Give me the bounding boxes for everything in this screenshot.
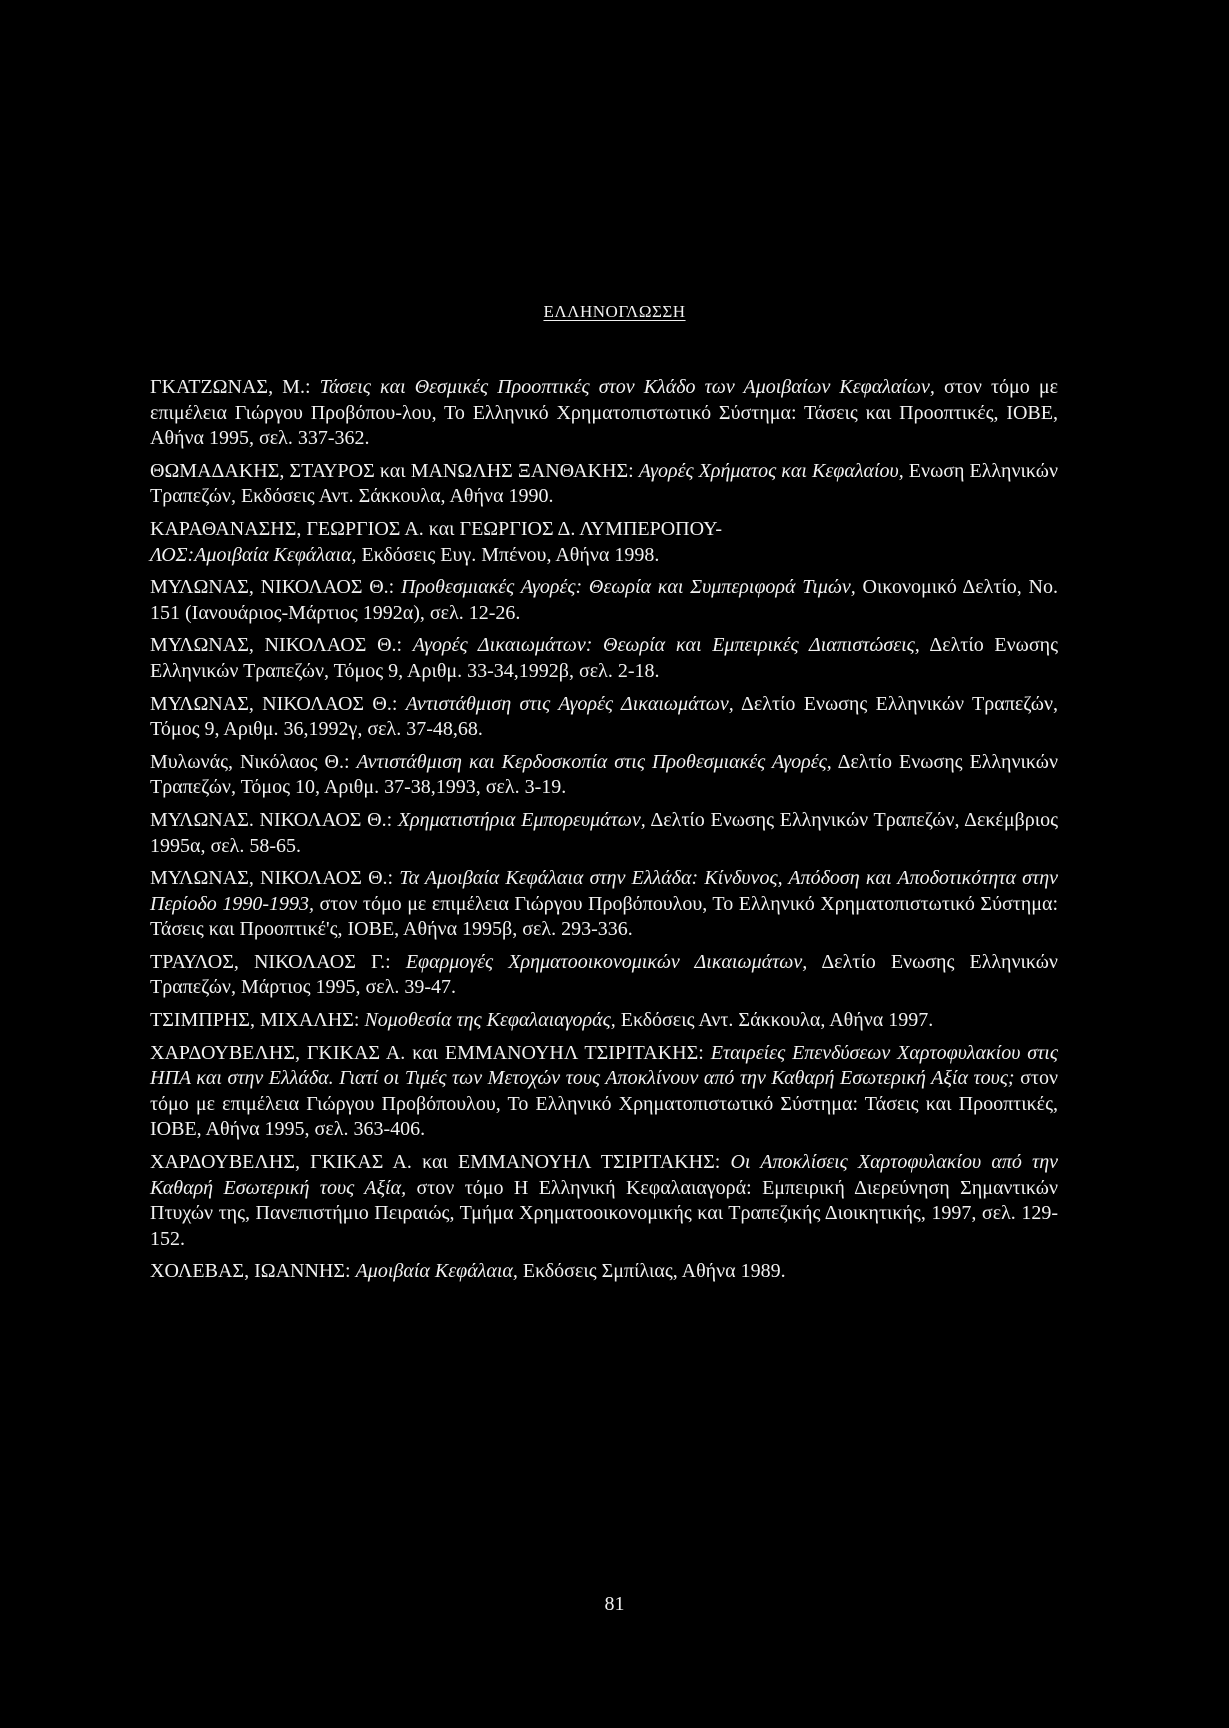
reference-author: ΜΥΛΩΝΑΣ, ΝΙΚΟΛΑΟΣ Θ.: <box>150 692 406 715</box>
reference-details: Εκδόσεις Σμπίλιας, Αθήνα 1989. <box>517 1260 786 1283</box>
reference-author: ΜΥΛΩΝΑΣ, ΝΙΚΟΛΑΟΣ Θ.: <box>150 634 413 657</box>
reference-author: Μυλωνάς, Νικόλαος Θ.: <box>150 750 357 773</box>
reference-entry <box>150 375 1058 452</box>
reference-title: ΛΟΣ:Αμοιβαία Κεφάλαια, <box>150 543 357 566</box>
reference-author: ΧΟΛΕΒΑΣ, ΙΩΑΝΝΗΣ: <box>150 1260 356 1283</box>
reference-title: Αμοιβαία Κεφάλαια, <box>355 1260 518 1283</box>
reference-author: ΤΣΙΜΠΡΗΣ, ΜΙΧΑΛΗΣ: <box>150 1009 365 1032</box>
reference-title: Αντιστάθμιση και Κερδοσκοπία στις Προθεσμιακές Αγορές, <box>356 750 832 773</box>
reference-title: Αντιστάθμιση στις Αγορές Δικαιωμάτων, <box>405 692 734 715</box>
reference-author: ΤΡΑΥΛΟΣ, ΝΙΚΟΛΑΟΣ Γ.: <box>150 950 406 973</box>
reference-title: Εφαρμογές Χρηματοοικονομικών Δικαιωμάτων, <box>405 950 808 973</box>
reference-details: στον τόμο με επιμέλεια Γιώργου Προβόπου-λου, Το Ελληνικό Χρηματοπιστωτικό Σύστημα: Τάσεις και Προοπτικές, ΙΟΒΕ, Αθήνα 1995, σελ. 337-362. <box>150 376 1058 450</box>
reference-entry <box>150 1008 1058 1034</box>
reference-details: Εκδόσεις Αντ. Σάκκουλα, Αθήνα 1997. <box>615 1009 934 1032</box>
reference-details: Δελτίο Ενωσης Ελληνικών Τραπεζών, Τόμος 10, Αριθμ. 37-38,1993, σελ. 3-19. <box>150 750 1058 799</box>
reference-details: Δελτίο Ενωσης Ελληνικών Τραπεζών, Τόμος 9, Αριθμ. 33-34,1992β, σελ. 2-18. <box>150 634 1058 682</box>
reference-entry <box>150 1259 1058 1285</box>
reference-author: ΜΥΛΩΝΑΣ, ΝΙΚΟΛΑΟΣ Θ.: <box>150 576 401 599</box>
reference-title: Νομοθεσία της Κεφαλαιαγοράς, <box>364 1009 616 1032</box>
reference-details: Δελτίο Ενωσης Ελληνικών Τραπεζών, Τόμος 9, Αριθμ. 36,1992γ, σελ. 37-48,68. <box>150 692 1058 741</box>
reference-title: Οι Αποκλίσεις Χαρτοφυλακίου από την Καθαρή Εσωτερική τους Αξία, <box>150 1151 1058 1199</box>
reference-entry <box>150 517 1058 568</box>
reference-entry <box>150 866 1058 943</box>
reference-details: Δελτίο Ενωσης Ελληνικών Τραπεζών, Δεκέμβριος 1995α, σελ. 58-65. <box>150 808 1059 857</box>
page-number: 81 <box>604 1593 625 1615</box>
reference-details: στον τόμο με επιμέλεια Γιώργου Προβόπουλου, Το Ελληνικό Χρηματοπιστωτικό Σύστημα: Τάσεις και Προοπτικέ'ς, ΙΟΒΕ, Αθήνα 1995β, σελ. 293-336. <box>150 892 1059 941</box>
reference-details: Οικονομικό Δελτίο, Νο. 151 (Ιανουάριος-Μάρτιος 1992α), σελ. 12-26. <box>150 576 1059 624</box>
section-heading: ΕΛΛΗΝΟΓΛΩΣΣΗ <box>543 302 686 321</box>
reference-author: ΚΑΡΑΘΑΝΑΣΗΣ, ΓΕΩΡΓΙΟΣ Α. και ΓΕΩΡΓΙΟΣ Δ. ΛΥΜΠΕΡΟΠΟΥ- <box>150 517 722 540</box>
reference-author: ΜΥΛΩΝΑΣ, ΝΙΚΟΛΑΟΣ Θ.: <box>150 867 400 890</box>
reference-title: Τα Αμοιβαία Κεφάλαια στην Ελλάδα: Κίνδυνος, Απόδοση και Αποδοτικότητα στην Περίοδο 1990-1993, <box>150 867 1058 915</box>
reference-author: ΧΑΡΔΟΥΒΕΛΗΣ, ΓΚΙΚΑΣ Α. και ΕΜΜΑΝΟΥΗΛ ΤΣΙΡΙΤΑΚΗΣ: <box>150 1041 711 1064</box>
reference-author: ΧΑΡΔΟΥΒΕΛΗΣ, ΓΚΙΚΑΣ Α. και ΕΜΜΑΝΟΥΗΛ ΤΣΙΡΙΤΑΚΗΣ: <box>150 1151 731 1174</box>
reference-details: Εκδόσεις Ευγ. Μπένου, Αθήνα 1998. <box>356 543 660 566</box>
reference-title: Προθεσμιακές Αγορές: Θεωρία και Συμπεριφορά Τιμών, <box>401 576 856 599</box>
reference-entry <box>150 459 1058 510</box>
reference-title: Εταιρείες Επενδύσεων Χαρτοφυλακίου στις ΗΠΑ και στην Ελλάδα. Γιατί οι Τιμές των Μετοχών τους Αποκλίνουν από την Καθαρή Εσωτερική Αξία τους; <box>150 1041 1058 1090</box>
reference-author: ΓΚΑΤΖΩΝΑΣ, Μ.: <box>150 376 320 398</box>
reference-author: ΘΩΜΑΔΑΚΗΣ, ΣΤΑΥΡΟΣ και ΜΑΝΩΛΗΣ ΞΑΝΘΑΚΗΣ: <box>150 459 639 482</box>
reference-title: Τάσεις και Θεσμικές Προοπτικές στον Κλάδο των Αμοιβαίων Κεφαλαίων, <box>319 376 935 398</box>
reference-entry <box>150 1150 1058 1252</box>
reference-details: στον τόμο Η Ελληνική Κεφαλαιαγορά: Εμπειρική Διερεύνηση Σημαντικών Πτυχών της, Πανεπιστήμιο Πειραιώς, Τμήμα Χρηματοοικονομικής και Τραπεζικής Διοικητικής, 1997, σελ. 129-152. <box>150 1176 1058 1250</box>
reference-entry <box>150 1041 1058 1143</box>
reference-entry <box>150 633 1058 684</box>
reference-author: ΜΥΛΩΝΑΣ. ΝΙΚΟΛΑΟΣ Θ.: <box>150 808 398 831</box>
reference-entry <box>150 750 1058 801</box>
reference-entry <box>150 950 1058 1001</box>
reference-title: Χρηματιστήρια Εμπορευμάτων, <box>397 808 646 831</box>
reference-details: στον τόμο με επιμέλεια Γιώργου Προβόπουλου, Το Ελληνικό Χρηματοπιστωτικό Σύστημα: Τάσεις και Προοπτικές, ΙΟΒΕ, Αθήνα 1995, σελ. 363-406. <box>150 1067 1058 1141</box>
reference-title: Αγορές Δικαιωμάτων: Θεωρία και Εμπειρικές Διαπιστώσεις, <box>412 634 920 657</box>
reference-details: Ενωση Ελληνικών Τραπεζών, Εκδόσεις Αντ. Σάκκουλα, Αθήνα 1990. <box>150 459 1058 508</box>
references-list <box>150 375 1058 1292</box>
reference-entry <box>150 808 1058 859</box>
reference-title: Αγορές Χρήματος και Κεφαλαίου, <box>638 459 904 482</box>
reference-details: Δελτίο Ενωσης Ελληνικών Τραπεζών, Μάρτιος 1995, σελ. 39-47. <box>150 950 1058 999</box>
reference-entry <box>150 575 1058 626</box>
reference-entry <box>150 692 1058 743</box>
